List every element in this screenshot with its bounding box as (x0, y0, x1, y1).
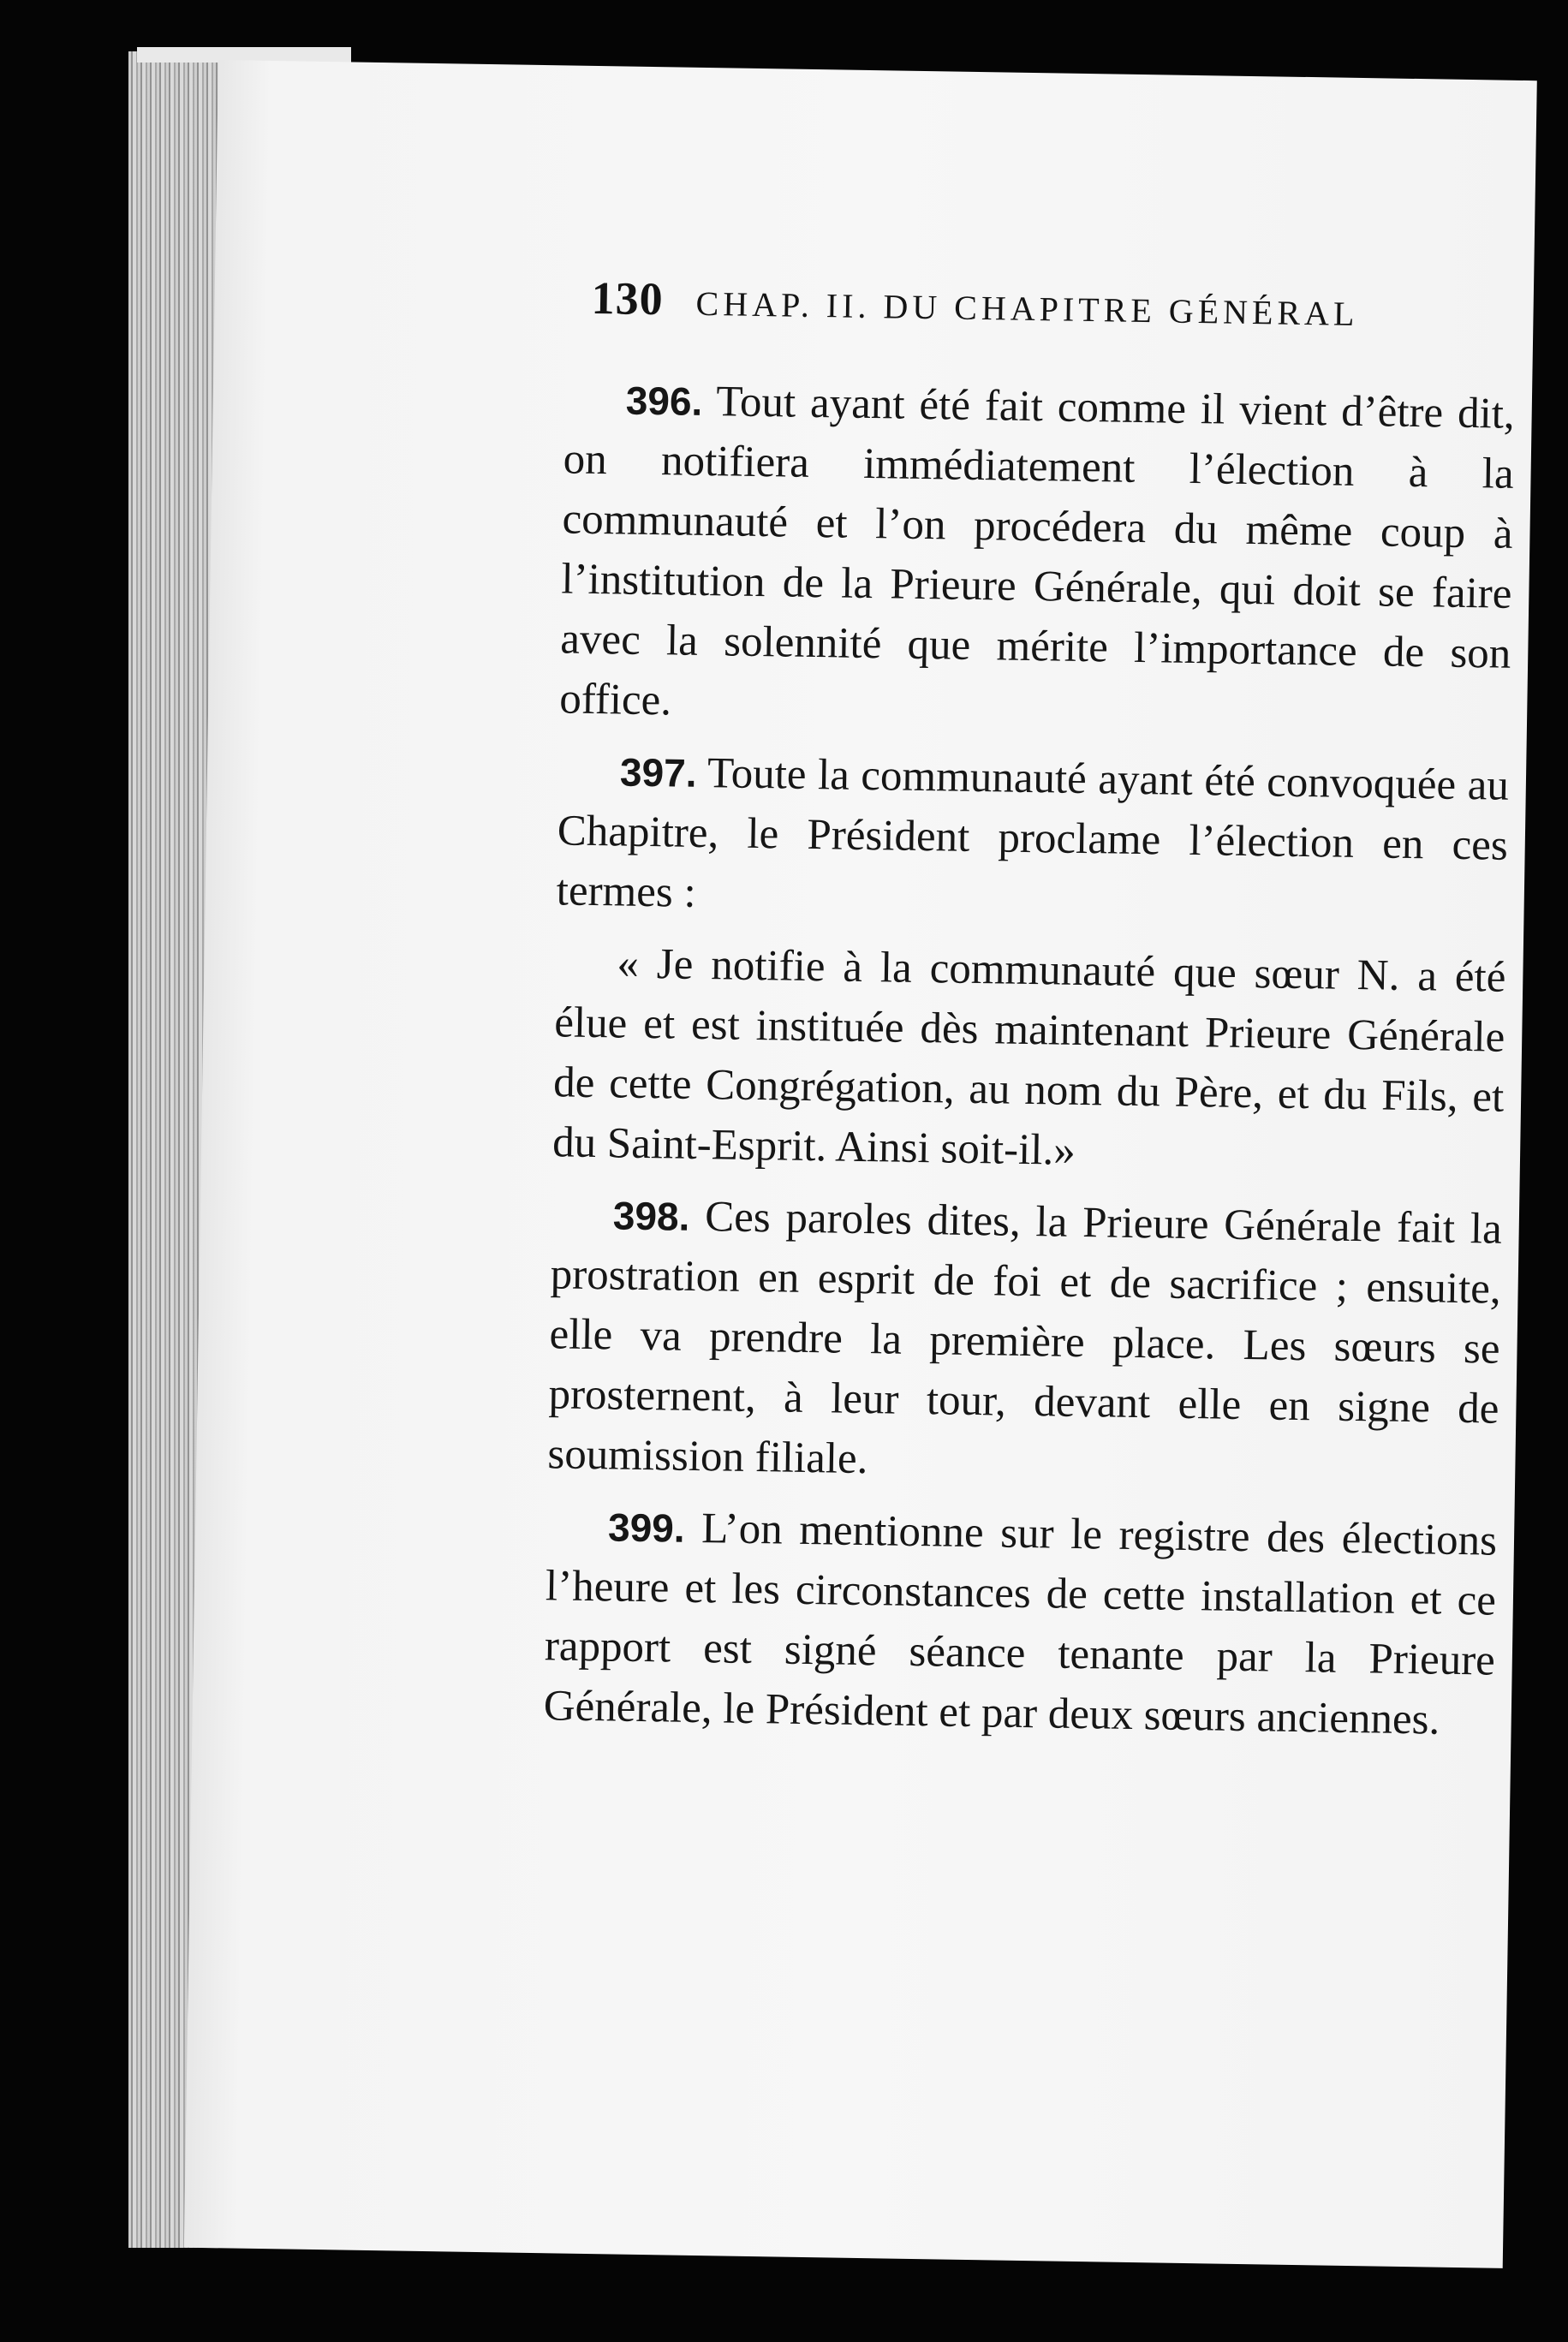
paragraph-text: Ces paroles dites, la Prieure Générale fait la prostration en esprit de foi et de sacrifice ; ensuite, elle va prendre la première place. Les sœurs se prosternent, à leur tour, devant elle en signe de soumission filiale. (547, 1192, 1503, 1484)
paragraph-397 (556, 741, 1509, 935)
paragraph-396 (559, 369, 1515, 743)
paragraph-number: 397. (619, 749, 697, 796)
page-number: 130 (591, 271, 665, 325)
paragraph-398 (547, 1184, 1502, 1499)
paragraph-text: L’on mentionne sur le registre des élections l’heure et les circonstances de cette installation et ce rapport est signé séance tenante par la Prieure Générale, le Président et par deux sœurs anciennes. (543, 1504, 1498, 1744)
body-text (543, 369, 1515, 1762)
paragraph-number: 399. (607, 1505, 686, 1551)
paragraph-text: « Je notifie à la communauté que sœur N. a été élue et est instituée dès maintenant Prieure Générale de cette Congrégation, au nom du Père, et du Fils, et du Saint-Esprit. Ainsi soit-il.» (551, 939, 1506, 1175)
running-head: CHAP. II. DU CHAPITRE GÉNÉRAL (695, 283, 1359, 333)
paragraph-number: 396. (625, 378, 703, 424)
book-page (184, 60, 1537, 2268)
page-header (591, 271, 1517, 339)
paragraph-399 (543, 1496, 1497, 1750)
paragraph-text: Tout ayant été fait comme il vient d’être dit, on notifiera immédiatement l’élection à la communauté et l’on procédera du même coup à l’institution de la Prieure Générale, qui doit se faire avec la solennité que mérite l’importance de son office. (558, 377, 1516, 725)
proclamation-quote (552, 933, 1506, 1187)
paragraph-number: 398. (612, 1193, 690, 1239)
paragraph-text: Toute la communauté ayant été convoquée au Chapitre, le Président proclame l’élection en ces termes : (556, 748, 1510, 917)
